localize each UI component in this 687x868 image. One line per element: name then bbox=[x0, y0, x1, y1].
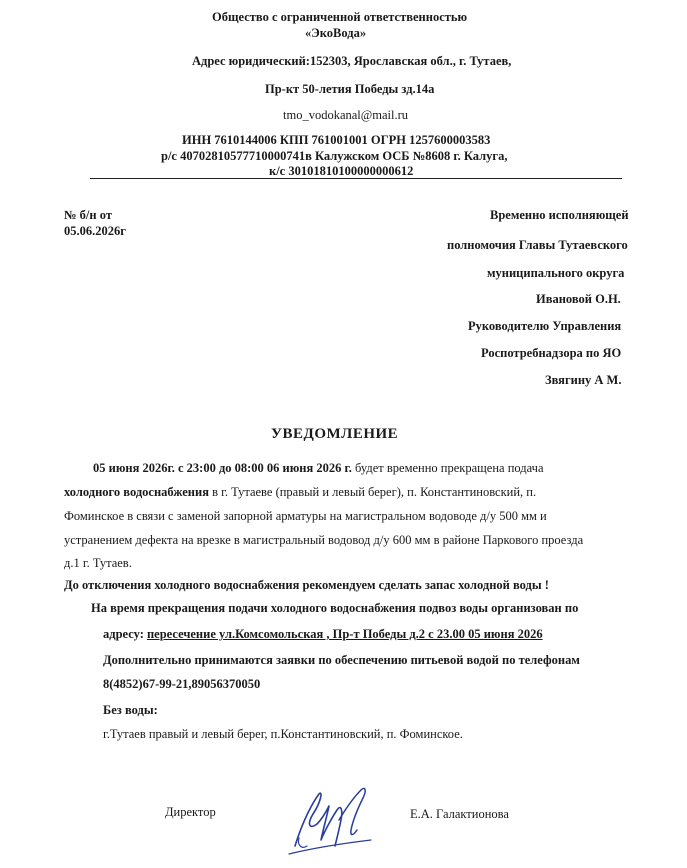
legal-address-line2: Пр-кт 50-летия Победы зд.14а bbox=[265, 82, 435, 96]
no-water-label: Без воды: bbox=[103, 703, 158, 717]
notice-line1 bbox=[93, 461, 544, 476]
handwritten-signature bbox=[283, 780, 383, 860]
outgoing-number: № б/н от bbox=[64, 208, 112, 222]
delivery-address: пересечение ул.Комсомольская , Пр-т Победы д.2 с 23.00 05 июня 2026 bbox=[146, 627, 543, 641]
org-name-line1: Общество с ограниченной ответственностью bbox=[212, 10, 468, 24]
org-email: tmo_vodokanal@mail.ru bbox=[283, 108, 409, 122]
no-water-list: г.Тутаев правый и левый берег, п.Константиновский, п. Фоминское. bbox=[103, 727, 463, 741]
addressee-line1: Временно исполняющей bbox=[490, 208, 629, 222]
addressee-line5: Руководителю Управления bbox=[468, 319, 622, 333]
addressee-line4: Ивановой О.Н. bbox=[536, 292, 621, 306]
address-label: адресу: bbox=[103, 627, 147, 641]
phone-numbers: 8(4852)67-99-21,89056370050 bbox=[103, 677, 261, 691]
addressee-line3: муниципального округа bbox=[487, 266, 625, 280]
notice-line5: д.1 г. Тутаев. bbox=[64, 556, 132, 570]
header-divider bbox=[90, 178, 622, 179]
service-name: холодного водоснабжения bbox=[64, 485, 209, 499]
document-title: УВЕДОМЛЕНИЕ bbox=[271, 426, 399, 442]
outgoing-date: 05.06.2026г bbox=[64, 224, 126, 238]
legal-address-line1: Адрес юридический:152303, Ярославская обл., г. Тутаев, bbox=[192, 54, 512, 68]
requisites-line1: ИНН 7610144006 КПП 761001001 ОГРН 1257600003583 bbox=[182, 133, 491, 147]
notice-line3: Фоминское в связи с заменой запорной арматуры на магистральном водоводе д/у 500 мм и bbox=[64, 509, 547, 523]
extra-requests-line: Дополнительно принимаются заявки по обеспечению питьевой водой по телефонам bbox=[103, 653, 580, 667]
addressee-line7: Звягину А М. bbox=[545, 373, 622, 387]
signatory-position: Директор bbox=[165, 805, 216, 819]
recommendation-line: До отключения холодного водоснабжения рекомендуем сделать запас холодной воды ! bbox=[64, 578, 549, 592]
water-delivery-line2 bbox=[103, 627, 543, 642]
addressee-line6: Роспотребнадзора по ЯО bbox=[481, 346, 622, 360]
notice-line2 bbox=[64, 485, 536, 500]
notice-line1-rest: будет временно прекращена подача bbox=[351, 461, 544, 475]
org-name-line2: «ЭкоВода» bbox=[305, 26, 367, 40]
signatory-name: Е.А. Галактионова bbox=[410, 807, 509, 821]
water-delivery-line1: На время прекращения подачи холодного водоснабжения подвоз воды организован по bbox=[91, 601, 579, 615]
requisites-line3: к/с 30101810100000000612 bbox=[269, 164, 414, 178]
notice-line4: устранением дефекта на врезке в магистральный водовод д/у 600 мм в районе Паркового проезда bbox=[64, 533, 584, 547]
requisites-line2: р/с 40702810577710000741в Калужском ОСБ №8608 г. Калуга, bbox=[161, 149, 508, 163]
notice-line2-rest: в г. Тутаеве (правый и левый берег), п. Константиновский, п. bbox=[208, 485, 537, 499]
addressee-line2: полномочия Главы Тутаевского bbox=[447, 238, 628, 252]
outage-period: 05 июня 2026г. с 23:00 до 08:00 06 июня 2026 г. bbox=[93, 461, 352, 475]
